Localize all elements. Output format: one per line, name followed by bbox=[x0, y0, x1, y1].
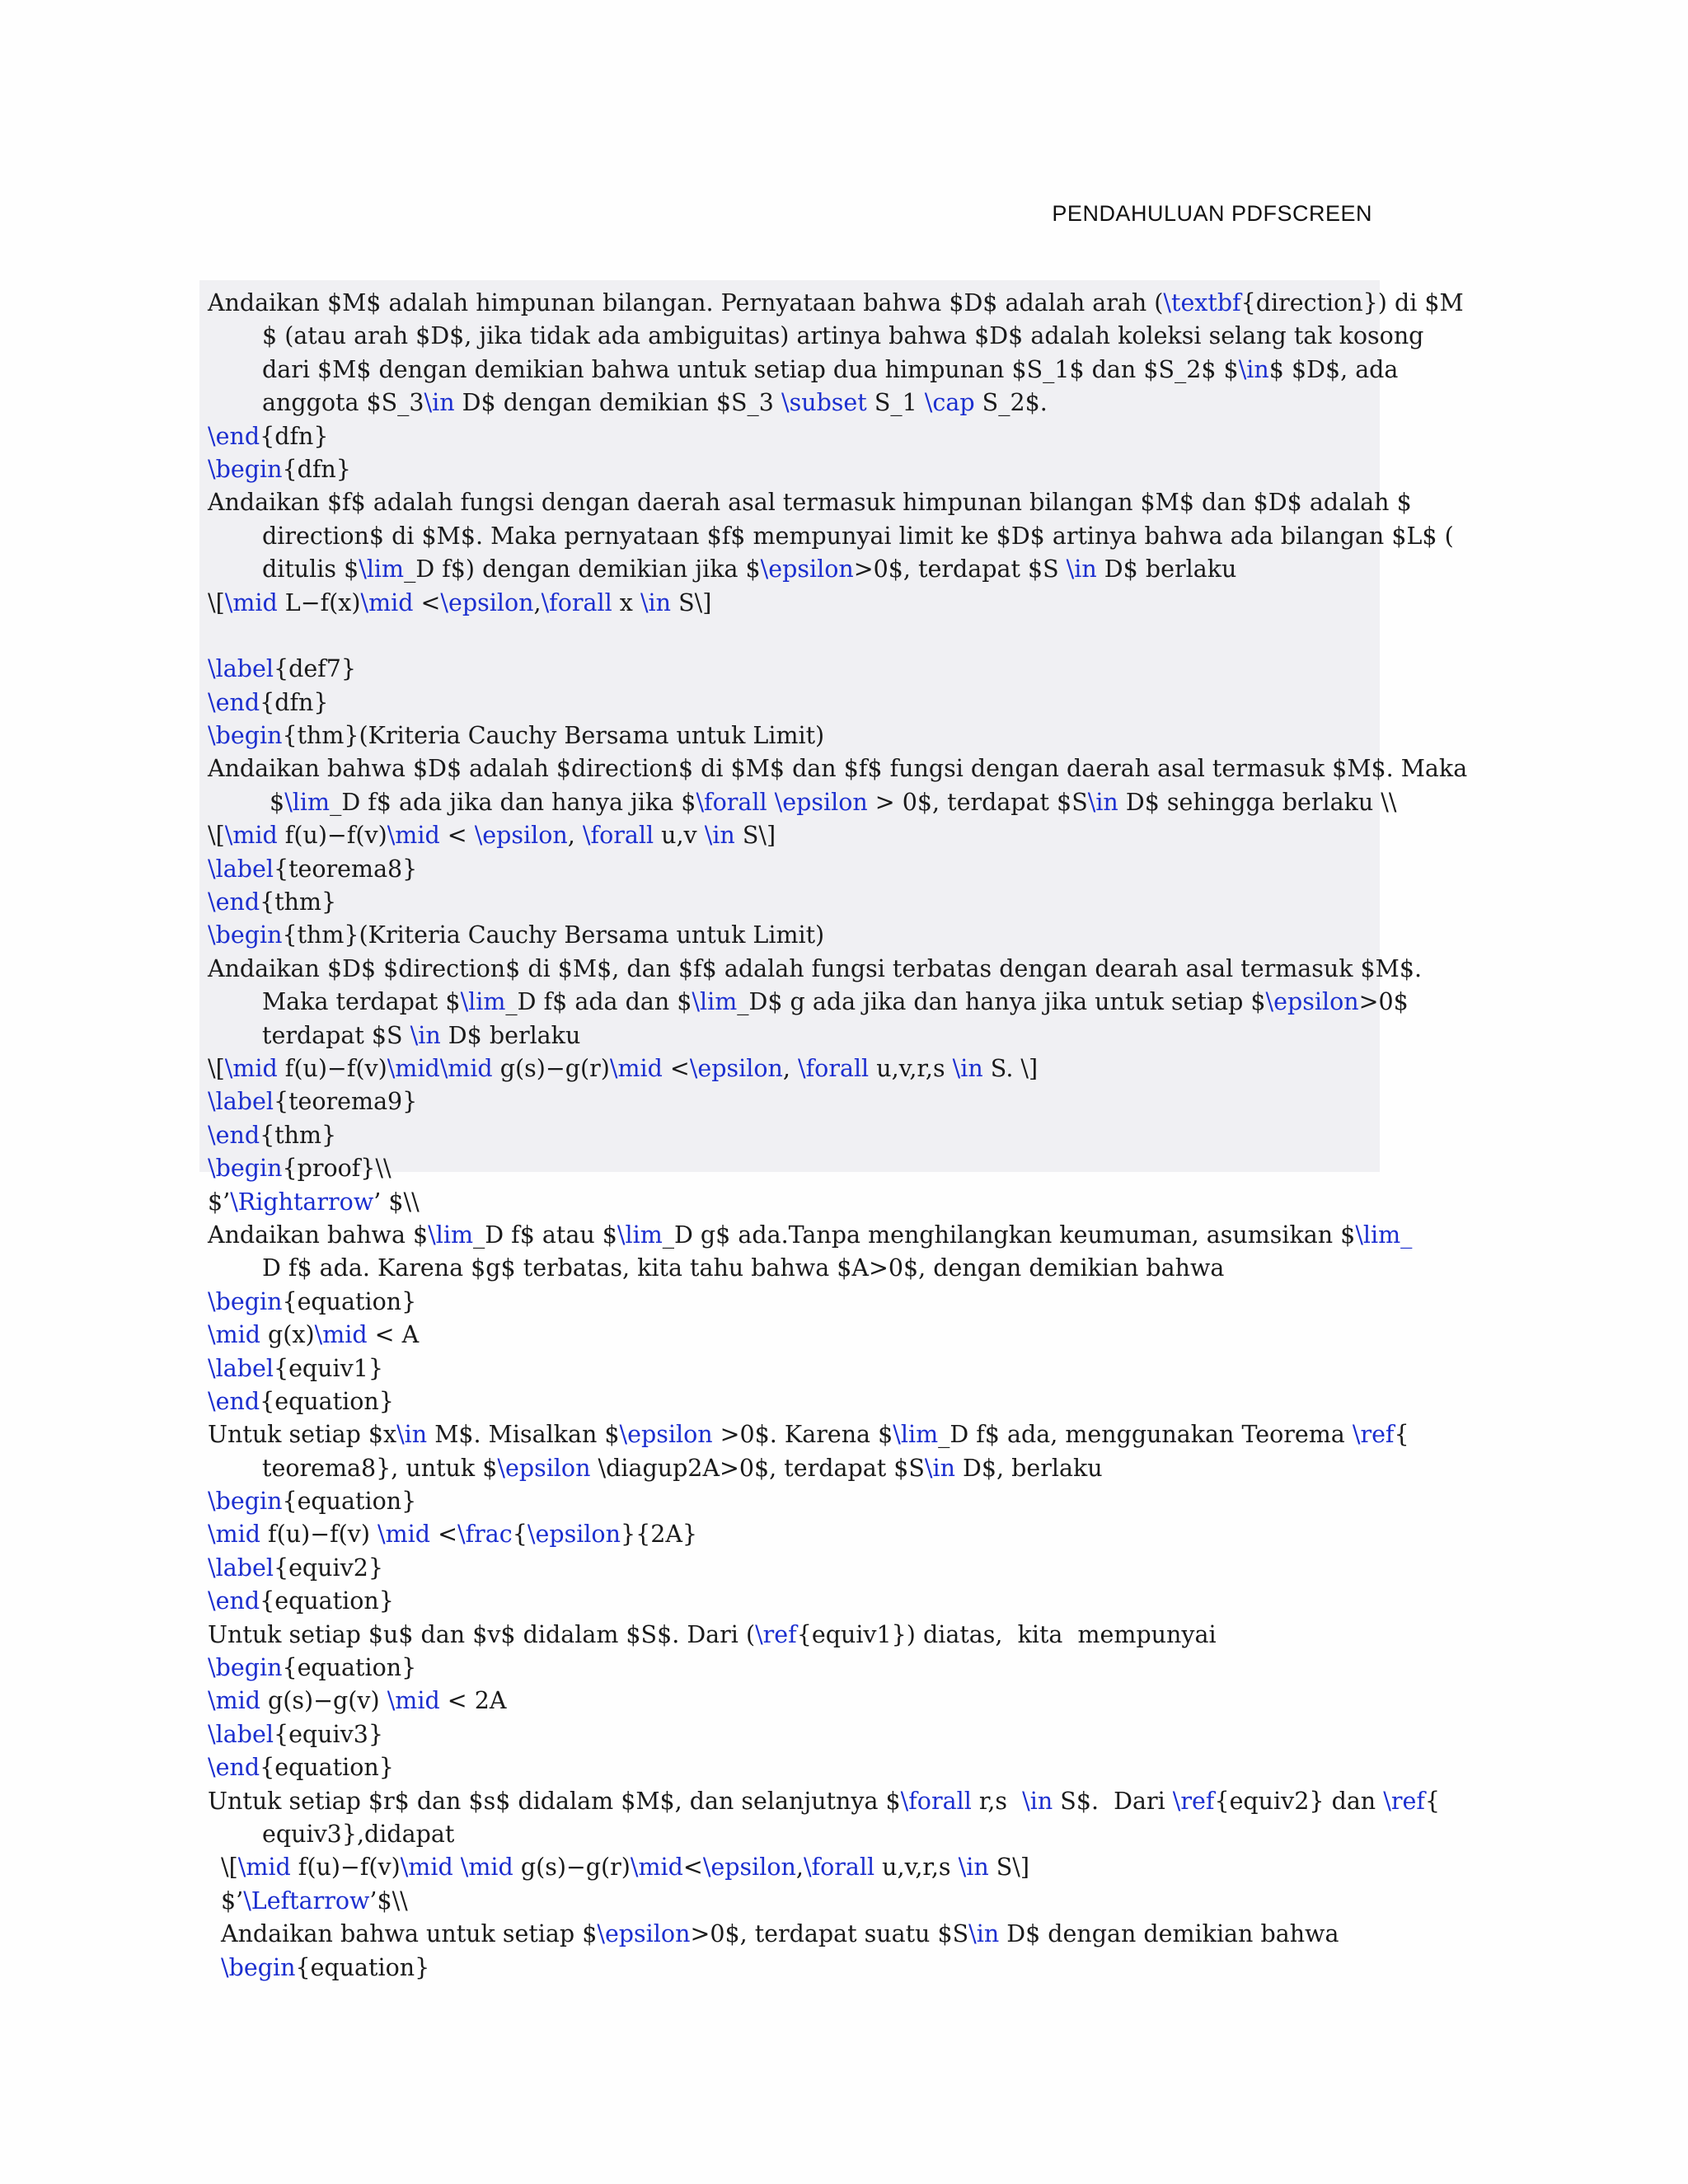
latex-command: \ref bbox=[755, 1620, 797, 1648]
source-line bbox=[208, 1952, 1380, 1985]
latex-command: \mid bbox=[224, 1054, 278, 1082]
source-line bbox=[208, 687, 1380, 719]
source-text: Untuk setiap $r$ dan $s$ didalam $M$, dan selanjutnya $ bbox=[208, 1787, 901, 1815]
latex-command: \forall bbox=[798, 1054, 870, 1082]
source-text: {teorema8} bbox=[273, 855, 418, 883]
source-text: \[ bbox=[221, 1854, 238, 1882]
latex-command: \forall bbox=[900, 1787, 972, 1815]
source-text: f(u)−f(v) bbox=[277, 822, 387, 850]
source-line bbox=[208, 1918, 1380, 1951]
source-text: equiv3},didapat bbox=[262, 1820, 455, 1848]
source-text: S. \] bbox=[982, 1054, 1039, 1082]
running-header: PENDAHULUAN PDFSCREEN bbox=[1052, 201, 1372, 226]
source-text: {direction}) di $M bbox=[1240, 289, 1464, 316]
source-text: < bbox=[662, 1054, 690, 1082]
latex-command: \epsilon bbox=[474, 822, 568, 850]
source-text: {equiv3} bbox=[273, 1720, 384, 1748]
source-line bbox=[208, 919, 1380, 952]
source-line bbox=[208, 1286, 1380, 1319]
source-line bbox=[208, 1418, 1409, 1451]
source-text: dari $M$ dengan demikian bahwa untuk setiap dua himpunan $S_1$ dan $S_2$ $ bbox=[262, 355, 1239, 383]
latex-command: \end bbox=[208, 1387, 260, 1415]
source-text: { bbox=[1394, 1421, 1409, 1449]
latex-command: \lim bbox=[428, 1221, 473, 1249]
source-line bbox=[208, 1851, 1380, 1884]
latex-command: \epsilon bbox=[1265, 988, 1359, 1016]
source-text: , bbox=[533, 588, 542, 616]
latex-command: \mid bbox=[208, 1521, 260, 1549]
source-line bbox=[208, 1652, 1380, 1685]
latex-command: \mid bbox=[208, 1321, 260, 1349]
source-line bbox=[208, 1219, 1413, 1252]
source-text: {equiv2} dan bbox=[1214, 1787, 1384, 1815]
latex-command: \mid bbox=[208, 1687, 260, 1715]
source-line bbox=[208, 752, 1468, 785]
latex-command: \epsilon bbox=[619, 1421, 713, 1449]
latex-command: \in bbox=[1022, 1787, 1053, 1815]
latex-command: \label bbox=[208, 1354, 274, 1382]
latex-command: \in bbox=[410, 1021, 441, 1049]
latex-command: \label bbox=[208, 1554, 274, 1582]
source-text: {equation} bbox=[260, 1754, 394, 1782]
source-text: < bbox=[430, 1521, 457, 1549]
latex-command: \ref bbox=[1383, 1787, 1425, 1815]
source-text: u,v bbox=[654, 822, 705, 850]
latex-command: \mid bbox=[377, 1521, 431, 1549]
source-text: {equiv2} bbox=[273, 1554, 384, 1582]
source-text: g(s)−g(r) bbox=[513, 1854, 631, 1882]
source-text: { bbox=[1424, 1787, 1441, 1815]
latex-command: \lim bbox=[460, 988, 506, 1016]
latex-command: \ref bbox=[1172, 1787, 1215, 1815]
source-text: Andaikan $D$ $direction$ di $M$, dan $f$ adalah fungsi terbatas dengan dearah asal termasuk $M$. bbox=[208, 954, 1423, 982]
source-line bbox=[208, 853, 1380, 886]
source-line bbox=[208, 320, 1424, 353]
source-text: < bbox=[439, 822, 475, 850]
latex-command: \ref bbox=[1352, 1421, 1395, 1449]
source-text: Andaikan bahwa untuk setiap $ bbox=[221, 1920, 598, 1948]
source-text: u,v,r,s bbox=[869, 1054, 953, 1082]
source-line bbox=[208, 620, 1380, 653]
source-text: M$. Misalkan $ bbox=[427, 1421, 620, 1449]
latex-command: \epsilon bbox=[527, 1521, 621, 1549]
latex-command: \mid bbox=[387, 822, 440, 850]
source-text: , bbox=[782, 1054, 799, 1082]
source-text: D$ berlaku bbox=[440, 1021, 581, 1049]
source-text: g(s)−g(v) bbox=[260, 1687, 387, 1715]
latex-command: \lim_ bbox=[1355, 1221, 1413, 1249]
latex-command: \in bbox=[958, 1854, 989, 1882]
source-text: _D f$ ada dan $ bbox=[505, 988, 692, 1016]
source-text: {equation} bbox=[260, 1587, 394, 1615]
source-text: {thm}(Kriteria Cauchy Bersama untuk Limit) bbox=[282, 921, 825, 949]
latex-command: \mid bbox=[224, 822, 278, 850]
source-text: _D f$ ada jika dan hanya jika $ bbox=[330, 788, 696, 816]
latex-source-block bbox=[199, 280, 1468, 1981]
source-text: _D f$ atau $ bbox=[473, 1221, 617, 1249]
source-text: $ (atau arah $D$, jika tidak ada ambiguitas) artinya bahwa $D$ adalah koleksi selang tak kosong bbox=[262, 322, 1424, 350]
source-line bbox=[208, 1352, 1380, 1385]
source-text: _D g$ ada.Tanpa menghilangkan keumuman, asumsikan $ bbox=[662, 1221, 1356, 1249]
latex-command: \in bbox=[1087, 788, 1118, 816]
source-text: $ $D$, ada bbox=[1268, 355, 1399, 383]
source-text: >0$, terdapat $S bbox=[853, 555, 1067, 583]
source-text: _D f$ ada, menggunakan Teorema bbox=[938, 1421, 1353, 1449]
latex-command: \in bbox=[424, 389, 455, 417]
source-text: S\] bbox=[988, 1854, 1030, 1882]
source-text: Andaikan $M$ adalah himpunan bilangan. Pernyataan bahwa $D$ adalah arah ( bbox=[208, 289, 1164, 316]
latex-command: \label bbox=[208, 1720, 274, 1748]
source-line bbox=[208, 354, 1399, 387]
latex-command: \in bbox=[968, 1920, 1000, 1948]
source-text: \[ bbox=[208, 588, 225, 616]
source-text: f(u)−f(v) bbox=[290, 1854, 401, 1882]
source-line bbox=[208, 1485, 1380, 1518]
source-text: $ bbox=[262, 788, 285, 816]
latex-command: \mid bbox=[237, 1854, 291, 1882]
source-line bbox=[208, 553, 1380, 586]
latex-command: \begin bbox=[208, 1155, 283, 1183]
source-text: {equation} bbox=[295, 1953, 430, 1981]
latex-command: \begin bbox=[221, 1953, 296, 1981]
latex-command: \Leftarrow bbox=[243, 1886, 370, 1915]
source-text: $’ bbox=[208, 1188, 231, 1216]
latex-command: \begin bbox=[208, 921, 283, 949]
latex-command: \lim bbox=[617, 1221, 663, 1249]
latex-command: \epsilon bbox=[597, 1920, 691, 1948]
source-text: >0$, terdapat suatu $S bbox=[690, 1920, 969, 1948]
source-text: g(x) bbox=[260, 1321, 315, 1349]
latex-command: \forall bbox=[803, 1854, 875, 1882]
source-line bbox=[208, 819, 1380, 852]
source-text: Untuk setiap $u$ dan $v$ didalam $S$. Dari ( bbox=[208, 1620, 756, 1648]
latex-command: \lim bbox=[284, 788, 331, 816]
source-text: {equation} bbox=[260, 1387, 394, 1415]
latex-command: \begin bbox=[208, 1488, 283, 1516]
source-text: >0$. Karena $ bbox=[712, 1421, 893, 1449]
source-line bbox=[208, 287, 1464, 320]
source-text: u,v,r,s bbox=[874, 1854, 959, 1882]
latex-command: \cap bbox=[924, 389, 975, 417]
source-text: \[ bbox=[208, 822, 225, 850]
latex-command: \mid\mid bbox=[387, 1054, 493, 1082]
source-line bbox=[208, 520, 1454, 553]
source-text: Maka terdapat $ bbox=[262, 988, 461, 1016]
source-text: {thm}(Kriteria Cauchy Bersama untuk Limit) bbox=[282, 722, 825, 750]
latex-command: \lim bbox=[692, 988, 738, 1016]
latex-command: \label bbox=[208, 655, 274, 683]
source-text: teorema8}, untuk $ bbox=[262, 1454, 498, 1482]
source-text: terdapat $S bbox=[262, 1021, 410, 1049]
source-text: {thm} bbox=[260, 1121, 337, 1149]
source-line bbox=[208, 1186, 1380, 1219]
latex-command: \frac bbox=[457, 1521, 513, 1549]
source-text: {teorema9} bbox=[273, 1088, 418, 1116]
source-line bbox=[208, 986, 1409, 1019]
source-line bbox=[208, 653, 1380, 686]
source-text: {equiv1}) diatas, kita mempunyai bbox=[796, 1620, 1217, 1648]
source-line bbox=[208, 1585, 1380, 1618]
latex-command: \in bbox=[1066, 555, 1097, 583]
source-text bbox=[453, 1854, 461, 1881]
source-text: S_2$. bbox=[974, 389, 1048, 417]
latex-command: \end bbox=[208, 1587, 260, 1615]
latex-command: \mid bbox=[387, 1687, 440, 1715]
source-text: g(s)−g(r) bbox=[492, 1054, 610, 1082]
latex-command: \forall bbox=[582, 822, 654, 850]
source-line bbox=[208, 587, 1380, 620]
source-line bbox=[208, 1885, 1380, 1918]
latex-command: \begin bbox=[208, 722, 283, 750]
source-text: {equation} bbox=[282, 1654, 417, 1682]
source-text: S$. Dari bbox=[1053, 1787, 1173, 1815]
source-line bbox=[208, 953, 1423, 986]
source-text: {dfn} bbox=[282, 455, 351, 483]
latex-command: \textbf bbox=[1163, 289, 1241, 316]
latex-command: \subset bbox=[781, 389, 867, 417]
source-line bbox=[208, 1385, 1380, 1418]
latex-command: \in bbox=[704, 822, 735, 850]
source-text: ’ $\\ bbox=[373, 1188, 420, 1216]
latex-command: \label bbox=[208, 1088, 274, 1116]
latex-command: \end bbox=[208, 688, 260, 716]
source-line bbox=[208, 1619, 1380, 1652]
source-text: < 2A bbox=[439, 1687, 507, 1715]
source-text: f(u)−f(v) bbox=[277, 1054, 387, 1082]
source-line bbox=[208, 1019, 1380, 1052]
source-text: direction$ di $M$. Maka pernyataan $f$ mempunyai limit ke $D$ artinya bahwa ada bilangan $L$ ( bbox=[262, 522, 1454, 550]
source-line bbox=[208, 453, 1380, 486]
source-text: Andaikan bahwa $D$ adalah $direction$ di $M$ dan $f$ fungsi dengan daerah asal termasuk $M$. Maka bbox=[208, 755, 1468, 783]
source-text: {dfn} bbox=[260, 688, 329, 716]
source-text: \diagup2A>0$, terdapat $S bbox=[590, 1454, 925, 1482]
latex-command: \mid bbox=[224, 588, 278, 616]
source-text: S\] bbox=[734, 822, 776, 850]
latex-command: \Rightarrow bbox=[230, 1188, 374, 1216]
source-text: < bbox=[413, 588, 441, 616]
latex-command: \begin bbox=[208, 1287, 283, 1315]
source-line bbox=[208, 420, 1380, 453]
source-text: Untuk setiap $x bbox=[208, 1421, 397, 1449]
source-text: ditulis $ bbox=[262, 555, 359, 583]
latex-command: \begin bbox=[208, 1654, 283, 1682]
source-line bbox=[208, 1319, 1380, 1352]
source-line bbox=[208, 387, 1380, 419]
source-line bbox=[208, 886, 1380, 919]
latex-command: \lim bbox=[893, 1421, 939, 1449]
source-line bbox=[208, 1751, 1380, 1784]
latex-command: \label bbox=[208, 855, 274, 883]
source-line bbox=[208, 1718, 1380, 1751]
source-line bbox=[208, 1119, 1380, 1152]
source-text: _D$ g ada jika dan hanya jika untuk setiap $ bbox=[737, 988, 1266, 1016]
source-line bbox=[208, 786, 1397, 819]
source-text: { bbox=[512, 1521, 528, 1549]
source-line bbox=[208, 1252, 1380, 1285]
source-text: Andaikan $f$ adalah fungsi dengan daerah asal termasuk himpunan bilangan $M$ dan $D$ adalah $ bbox=[208, 489, 1412, 517]
source-text: {proof}\\ bbox=[282, 1155, 392, 1183]
source-text: $’ bbox=[221, 1886, 244, 1915]
source-text: {equation} bbox=[282, 1287, 417, 1315]
source-text: x bbox=[612, 588, 640, 616]
latex-command: \in bbox=[396, 1421, 428, 1449]
source-text: {def7} bbox=[273, 655, 356, 683]
source-line bbox=[208, 1518, 1380, 1551]
source-text: D$, berlaku bbox=[954, 1454, 1103, 1482]
latex-command: \epsilon bbox=[440, 588, 534, 616]
source-text: D f$ ada. Karena $g$ terbatas, kita tahu bahwa $A>0$, dengan demikian bahwa bbox=[262, 1254, 1225, 1282]
latex-command: \end bbox=[208, 1121, 260, 1149]
source-text: f(u)−f(v) bbox=[260, 1521, 378, 1549]
latex-command: \epsilon bbox=[774, 788, 868, 816]
source-line bbox=[208, 719, 1380, 752]
latex-command: \in bbox=[924, 1454, 955, 1482]
source-text: , bbox=[795, 1854, 804, 1882]
source-text: {equiv1} bbox=[273, 1354, 384, 1382]
source-text: S\] bbox=[671, 588, 712, 616]
latex-command: \end bbox=[208, 422, 260, 450]
source-text: D$ dengan demikian $S_3 bbox=[454, 389, 781, 417]
latex-command: \forall bbox=[541, 588, 612, 616]
source-line bbox=[208, 486, 1412, 519]
latex-command: \lim bbox=[359, 555, 405, 583]
source-text bbox=[208, 622, 215, 649]
source-text: r,s bbox=[971, 1787, 1023, 1815]
source-text: >0$ bbox=[1358, 988, 1409, 1016]
source-line bbox=[208, 1152, 1380, 1185]
latex-command: \epsilon bbox=[497, 1454, 591, 1482]
latex-command: \in bbox=[640, 588, 672, 616]
latex-command: \epsilon bbox=[702, 1854, 796, 1882]
source-text: anggota $S_3 bbox=[262, 389, 424, 417]
source-text bbox=[767, 789, 775, 816]
source-text: _D f$) dengan demikian jika $ bbox=[404, 555, 761, 583]
latex-command: \end bbox=[208, 888, 260, 916]
source-text: {equation} bbox=[282, 1488, 417, 1516]
source-text: L−f(x) bbox=[277, 588, 361, 616]
latex-command: \mid bbox=[400, 1854, 453, 1882]
source-text: {dfn} bbox=[260, 422, 329, 450]
source-text: S_1 bbox=[866, 389, 925, 417]
source-text: < A bbox=[367, 1321, 420, 1349]
latex-command: \epsilon bbox=[760, 555, 854, 583]
latex-command: \forall bbox=[696, 788, 767, 816]
source-line bbox=[208, 1552, 1380, 1585]
source-text: D$ berlaku bbox=[1096, 555, 1237, 583]
latex-command: \in bbox=[952, 1054, 983, 1082]
source-text: Andaikan bahwa $ bbox=[208, 1221, 429, 1249]
source-line bbox=[208, 1685, 1380, 1718]
latex-command: \end bbox=[208, 1754, 260, 1782]
latex-command: \mid bbox=[460, 1854, 513, 1882]
source-text: < bbox=[682, 1854, 703, 1882]
source-line bbox=[208, 1452, 1380, 1485]
source-line bbox=[208, 1085, 1380, 1118]
latex-command: \mid bbox=[314, 1321, 368, 1349]
source-text: > 0$, terdapat $S bbox=[867, 788, 1088, 816]
source-line bbox=[208, 1785, 1441, 1818]
source-line bbox=[208, 1818, 1380, 1851]
source-text: D$ sehingga berlaku \\ bbox=[1118, 788, 1397, 816]
source-text: ’$\\ bbox=[369, 1886, 408, 1915]
source-text: }{2A} bbox=[620, 1521, 698, 1549]
source-text: , bbox=[567, 822, 583, 850]
latex-command: \mid bbox=[630, 1854, 683, 1882]
latex-command: \mid bbox=[360, 588, 414, 616]
latex-command: \in bbox=[1238, 355, 1269, 383]
latex-command: \epsilon bbox=[689, 1054, 783, 1082]
source-text: \[ bbox=[208, 1054, 225, 1082]
latex-command: \mid bbox=[609, 1054, 663, 1082]
source-line bbox=[208, 1052, 1380, 1085]
latex-command: \begin bbox=[208, 455, 283, 483]
source-text: D$ dengan demikian bahwa bbox=[999, 1920, 1339, 1948]
source-text: {thm} bbox=[260, 888, 337, 916]
